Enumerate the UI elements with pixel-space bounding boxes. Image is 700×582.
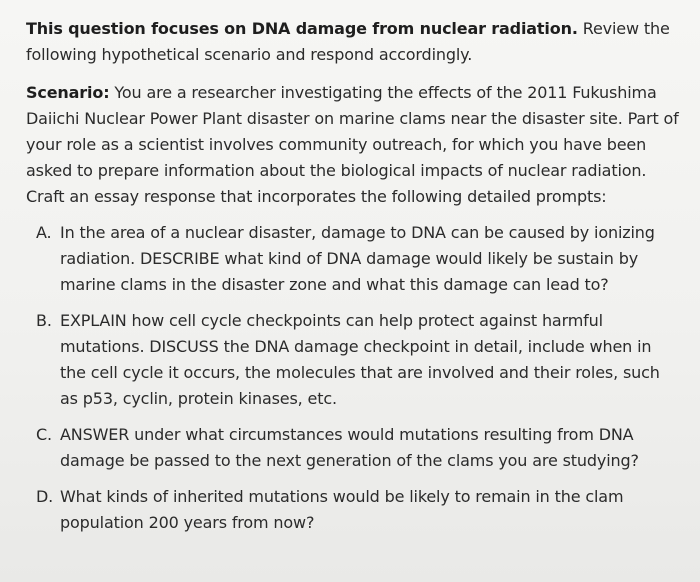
prompt-text: EXPLAIN how cell cycle checkpoints can help protect against harmful mutations. DISCUSS the DNA damage checkpoint in detail, include when in the cell cycle it occurs, the molecules that are involved and their roles, such as p53, cyclin, protein kinases, etc.: [60, 311, 660, 408]
prompt-item-c: [36, 422, 680, 474]
prompt-text: In the area of a nuclear disaster, damage to DNA can be caused by ionizing radiation. DESCRIBE what kind of DNA damage would likely be sustain by marine clams in the disaster zone and what this damage can lead to?: [60, 223, 655, 294]
scenario-text: You are a researcher investigating the effects of the 2011 Fukushima Daiichi Nuclear Power Plant disaster on marine clams near the disaster site. Part of your role as a scientist involves community outreach, for which you have been asked to prepare information about the biological impacts of nuclear radiation. Craft an essay response that incorporates the following detailed prompts:: [26, 83, 679, 206]
intro-rest-text: Review the following hypothetical scenario and respond accordingly.: [26, 19, 670, 64]
prompt-marker: D.: [36, 487, 54, 506]
prompt-text: What kinds of inherited mutations would be likely to remain in the clam population 200 years from now?: [60, 487, 624, 532]
prompt-text: ANSWER under what circumstances would mutations resulting from DNA damage be passed to the next generation of the clams you are studying?: [60, 425, 639, 470]
prompt-marker: A.: [36, 223, 52, 242]
scenario-paragraph: [26, 80, 680, 210]
prompt-item-d: [36, 484, 680, 536]
question-intro: [26, 16, 680, 68]
prompt-list: [26, 220, 680, 536]
prompt-item-a: [36, 220, 680, 298]
scenario-label: Scenario:: [26, 83, 110, 102]
intro-bold-text: This question focuses on DNA damage from nuclear radiation.: [26, 19, 578, 38]
prompt-item-b: [36, 308, 680, 412]
prompt-marker: B.: [36, 311, 52, 330]
prompt-marker: C.: [36, 425, 52, 444]
